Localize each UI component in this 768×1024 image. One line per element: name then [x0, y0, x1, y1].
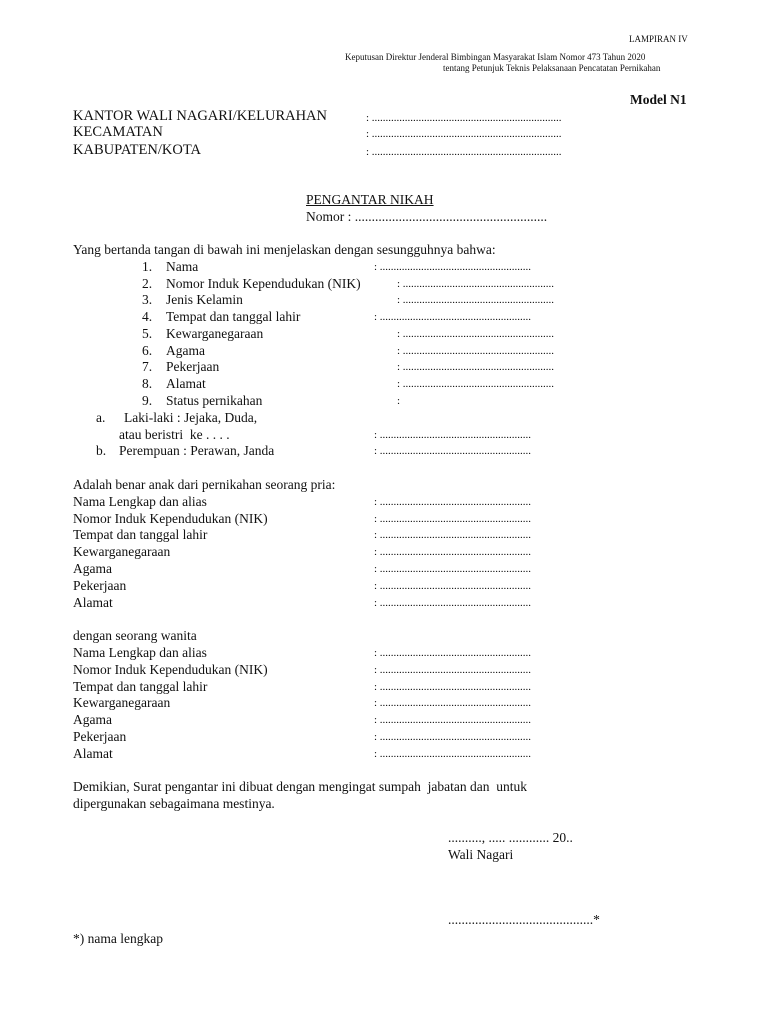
mother-field-label: Kewarganegaraan [73, 695, 171, 710]
father-field-label: Nomor Induk Kependudukan (NIK) [73, 511, 268, 526]
intro-text: Yang bertanda tangan di bawah ini menjelaskan dengan sesungguhnya bahwa: [73, 242, 496, 257]
decree-line-2: tentang Petunjuk Teknis Pelaksanaan Pencatatan Pernikahan [443, 63, 661, 73]
office-label: KANTOR WALI NAGARI/KELURAHAN [73, 108, 328, 124]
item-value: : ....................................................... [397, 361, 555, 373]
mother-field-label: Agama [73, 712, 112, 727]
status-b-label: Perempuan : Perawan, Janda [119, 443, 275, 458]
mother-field-value: : ....................................................... [374, 748, 532, 760]
signature-name-line: ...........................................* [448, 912, 600, 927]
father-field-value: : ....................................................... [374, 597, 532, 609]
status-b-value: : ....................................................... [374, 445, 532, 457]
item-value: : ....................................................... [374, 261, 532, 273]
document-title: PENGANTAR NIKAH [306, 192, 434, 207]
item-label: Agama [166, 343, 205, 358]
item-value: : ....................................................... [397, 328, 555, 340]
item-label: Tempat dan tanggal lahir [166, 309, 301, 324]
mother-field-value: : ....................................................... [374, 681, 532, 693]
father-intro: Adalah benar anak dari pernikahan seorang pria: [73, 477, 336, 492]
item-value: : ....................................................... [374, 311, 532, 323]
district-label: KECAMATAN [73, 124, 163, 140]
mother-field-value: : ....................................................... [374, 714, 532, 726]
mother-intro: dengan seorang wanita [73, 628, 197, 643]
model-label: Model N1 [630, 92, 687, 107]
item-value: : ....................................................... [397, 294, 555, 306]
district-value: : ..................................................................... [366, 128, 562, 140]
father-field-label: Alamat [73, 595, 113, 610]
item-number: 3. [142, 292, 153, 307]
status-a-line-1: Laki-laki : Jejaka, Duda, [124, 410, 258, 425]
regency-label: KABUPATEN/KOTA [73, 142, 202, 158]
item-number: 9. [142, 393, 153, 408]
regency-value: : ..................................................................... [366, 146, 562, 158]
office-value: : ..................................................................... [366, 112, 562, 124]
father-field-label: Kewarganegaraan [73, 544, 171, 559]
status-b-letter: b. [96, 443, 107, 458]
item-label: Nomor Induk Kependudukan (NIK) [166, 276, 361, 291]
item-label: Alamat [166, 376, 206, 391]
father-field-label: Nama Lengkap dan alias [73, 494, 207, 509]
father-field-value: : ....................................................... [374, 529, 532, 541]
father-field-value: : ....................................................... [374, 513, 532, 525]
item-label: Status pernikahan [166, 393, 263, 408]
item-number: 4. [142, 309, 153, 324]
mother-field-value: : ....................................................... [374, 697, 532, 709]
mother-field-label: Pekerjaan [73, 729, 127, 744]
decree-line-1: Keputusan Direktur Jenderal Bimbingan Masyarakat Islam Nomor 473 Tahun 2020 [345, 52, 646, 62]
item-label: Jenis Kelamin [166, 292, 243, 307]
mother-field-label: Alamat [73, 746, 113, 761]
mother-field-value: : ....................................................... [374, 647, 532, 659]
status-a-letter: a. [96, 410, 106, 425]
attachment-label: LAMPIRAN IV [629, 34, 688, 44]
signature-date: .........., ..... ............ 20.. [448, 830, 573, 845]
closing-line-2: dipergunakan sebagaimana mestinya. [73, 796, 275, 811]
mother-field-label: Nomor Induk Kependudukan (NIK) [73, 662, 268, 677]
mother-field-value: : ....................................................... [374, 731, 532, 743]
father-field-value: : ....................................................... [374, 563, 532, 575]
item-value: : ....................................................... [397, 278, 555, 290]
mother-field-label: Tempat dan tanggal lahir [73, 679, 208, 694]
father-field-value: : ....................................................... [374, 580, 532, 592]
status-a-line-2: atau beristri ke . . . . [119, 427, 230, 442]
signature-title: Wali Nagari [448, 847, 514, 862]
mother-field-value: : ....................................................... [374, 664, 532, 676]
item-number: 5. [142, 326, 153, 341]
item-number: 6. [142, 343, 153, 358]
item-number: 7. [142, 359, 153, 374]
closing-line-1: Demikian, Surat pengantar ini dibuat dengan mengingat sumpah jabatan dan untuk [73, 779, 528, 794]
father-field-value: : ....................................................... [374, 546, 532, 558]
item-number: 8. [142, 376, 153, 391]
father-field-value: : ....................................................... [374, 496, 532, 508]
item-value: : [397, 395, 401, 407]
document-number: Nomor : ......................................................... [306, 209, 548, 224]
status-a-value: : ....................................................... [374, 429, 532, 441]
father-field-label: Tempat dan tanggal lahir [73, 527, 208, 542]
footnote: *) nama lengkap [73, 931, 163, 946]
item-value: : ....................................................... [397, 345, 555, 357]
item-label: Nama [166, 259, 199, 274]
item-number: 2. [142, 276, 153, 291]
father-field-label: Pekerjaan [73, 578, 127, 593]
item-label: Pekerjaan [166, 359, 220, 374]
item-value: : ....................................................... [397, 378, 555, 390]
mother-field-label: Nama Lengkap dan alias [73, 645, 207, 660]
father-field-label: Agama [73, 561, 112, 576]
item-number: 1. [142, 259, 153, 274]
item-label: Kewarganegaraan [166, 326, 264, 341]
